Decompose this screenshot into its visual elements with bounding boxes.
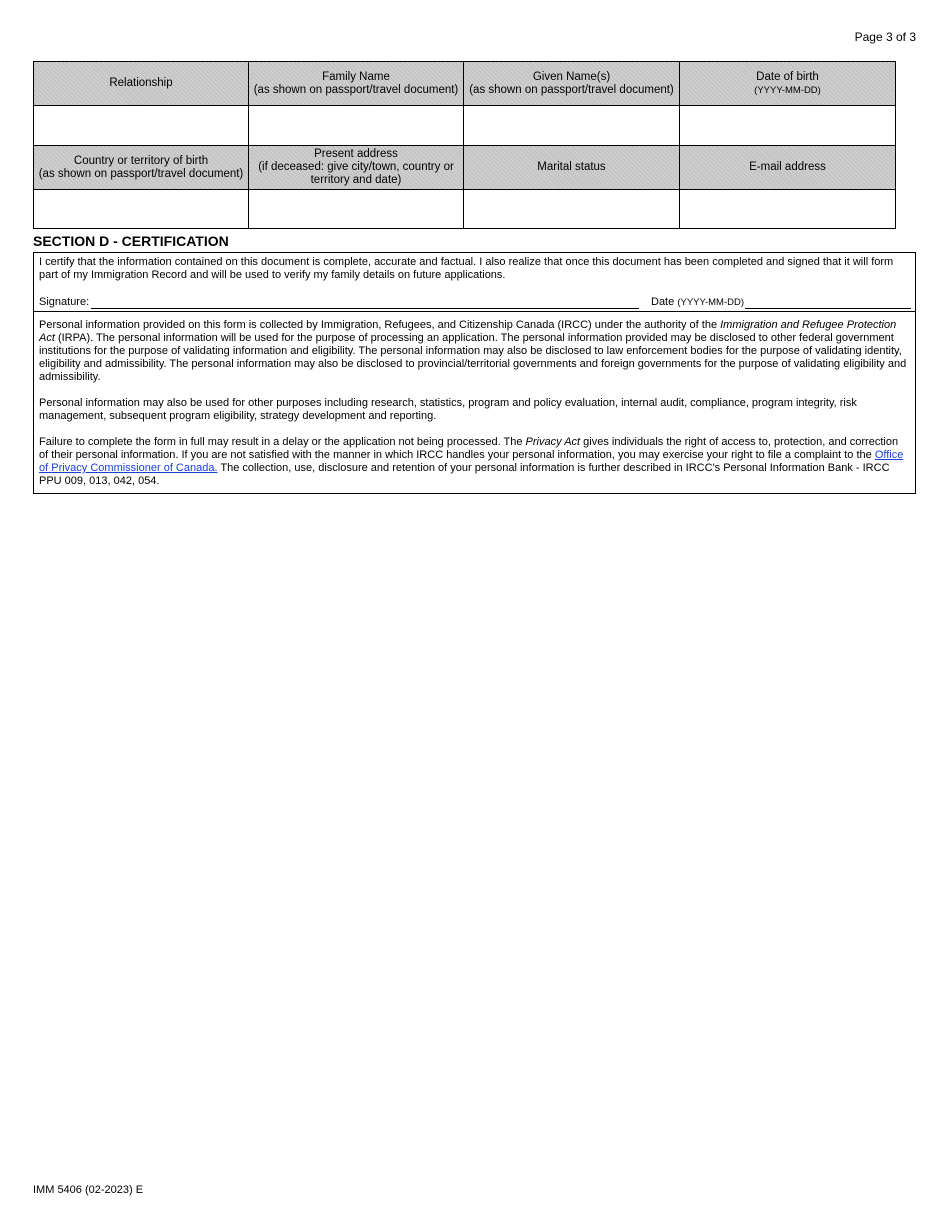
table-input-row-1: [34, 106, 896, 146]
header-country-of-birth: [34, 146, 249, 190]
privacy-text: gives individuals the right of access to, protection, and correction of their personal information. If you are not satisfied with the manner in which IRCC handles your personal information, you may exercise your right to file a complaint to the: [39, 436, 899, 461]
date-label: [651, 296, 744, 308]
table-input-row-2: [34, 190, 896, 229]
header-sublabel: (as shown on passport/travel document): [469, 83, 674, 96]
header-given-names: [464, 62, 680, 106]
country-of-birth-field[interactable]: [34, 190, 249, 229]
email-address-field[interactable]: [680, 190, 896, 229]
privacy-commissioner-link[interactable]: Office of Privacy Commissioner of Canada.: [39, 449, 904, 474]
privacy-paragraph-2: Personal information may also be used for other purposes including research, statistics, program and policy evaluation, internal audit, compliance, program integrity, risk management, subsequent program eligibility, strategy development and reporting.: [39, 397, 857, 422]
marital-status-field[interactable]: [464, 190, 680, 229]
header-present-address: [249, 146, 464, 190]
privacy-paragraph-1: [39, 319, 910, 384]
family-member-table: [33, 61, 896, 229]
certification-statement: I certify that the information contained on this document is complete, accurate and factual. I also realize that once this document has been completed and signed that it will form part of my Immigration Record and will be used to verify my family details on future applications.: [39, 256, 894, 281]
table-header-row-2: [34, 146, 896, 190]
date-label-text: Date: [651, 296, 675, 308]
privacy-text: The collection, use, disclosure and retention of your personal information is further described in IRCC's Personal Information Bank - IRCC PPU 009, 013, 042, 054.: [39, 462, 890, 487]
form-code: IMM 5406 (02-2023) E: [33, 1184, 144, 1196]
signature-row: [39, 295, 910, 311]
privacy-notice: [33, 311, 916, 494]
header-date-of-birth: [680, 62, 896, 106]
header-marital-status: [464, 146, 680, 190]
header-relationship: [34, 62, 249, 106]
signature-field[interactable]: [91, 308, 639, 309]
act-name: Privacy Act: [525, 436, 581, 448]
date-format-hint: (YYYY-MM-DD): [677, 297, 744, 308]
header-label: E-mail address: [749, 161, 826, 173]
header-email-address: [680, 146, 896, 190]
header-label: Family Name: [322, 70, 390, 83]
privacy-text: Personal information provided on this form is collected by Immigration, Refugees, and Citizenship Canada (IRCC) under the authority of the: [39, 319, 721, 331]
header-sublabel: (as shown on passport/travel document): [253, 83, 459, 96]
signature-label: Signature:: [39, 296, 90, 308]
family-name-field[interactable]: [249, 106, 464, 146]
given-names-field[interactable]: [464, 106, 680, 146]
present-address-field[interactable]: [249, 190, 464, 229]
page-number: Page 3 of 3: [854, 30, 916, 44]
header-label: Relationship: [109, 77, 173, 89]
section-d-title: SECTION D - CERTIFICATION: [33, 233, 229, 249]
date-of-birth-field[interactable]: [680, 106, 896, 146]
certification-box: [33, 252, 916, 312]
header-label: Country or territory of birth: [73, 154, 209, 167]
privacy-text: Failure to complete the form in full may result in a delay or the application not being processed. The: [39, 436, 526, 448]
privacy-text: (IRPA). The personal information will be used for the purpose of processing an application. The personal information provided may be disclosed to other federal government institutions for the purpose of validating information and eligibility. The personal information may also be disclosed to law enforcement bodies for the purpose of validating identity, eligibility and admissibility. The personal information may also be disclosed to provincial/territorial governments and foreign governments for the purpose of validating eligibility and admissibility.: [39, 332, 907, 383]
header-sublabel: (YYYY-MM-DD): [754, 84, 821, 96]
act-name: Immigration and Refugee Protection Act: [39, 319, 897, 344]
header-label: Present address: [314, 148, 398, 160]
relationship-field[interactable]: [34, 106, 249, 146]
header-sublabel: (if deceased: give city/town, country or territory and date): [258, 161, 454, 186]
header-label: Marital status: [537, 161, 606, 173]
date-field[interactable]: [745, 308, 911, 309]
header-family-name: [249, 62, 464, 106]
privacy-paragraph-3: [39, 436, 910, 488]
header-label: Date of birth: [756, 70, 819, 83]
table-header-row-1: [34, 62, 896, 106]
header-label: Given Name(s): [532, 70, 611, 83]
header-sublabel: (as shown on passport/travel document): [38, 167, 244, 180]
